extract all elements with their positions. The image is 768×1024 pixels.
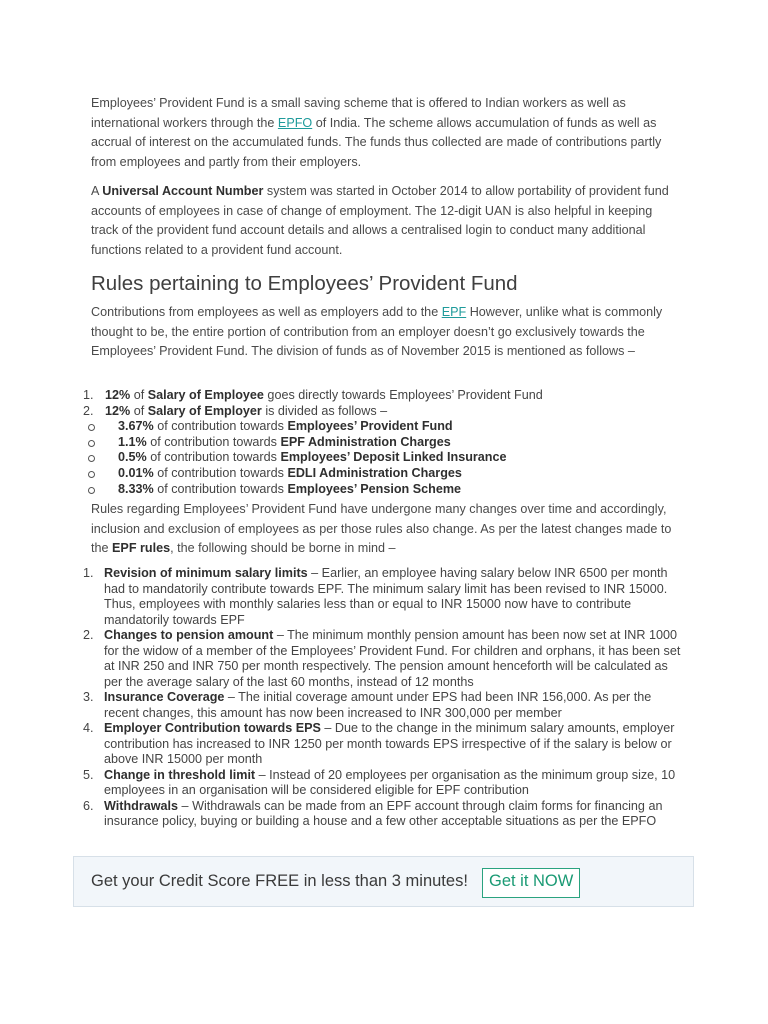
list-number: 1. bbox=[83, 566, 94, 580]
changes-intro-paragraph bbox=[91, 500, 686, 559]
list-item bbox=[83, 799, 683, 830]
rules-text-cont: However, unlike what is commonly thought to be, the entire portion of contribution from an employer doesn’t go exclusively towards the Employees’ Provident Fund. The division of funds as of November 2015 is mentioned as follows – bbox=[91, 305, 663, 358]
bullet-icon bbox=[88, 455, 95, 462]
item-text: of contribution towards bbox=[153, 419, 288, 434]
changes-intro-text: Rules regarding Employees’ Provident Fund have undergone many changes over time and accordingly, inclusion and exclusion of employees as per those rules also change. As per the latest changes made to the bbox=[91, 502, 672, 555]
change-text: – Due to the change in the minimum salary amounts, employer contribution has increased to INR 1250 per month towards EPS irrespective of if the salary is below or above INR 15000 per month bbox=[104, 721, 675, 766]
list-number: 4. bbox=[83, 721, 94, 735]
list-number: 5. bbox=[83, 767, 94, 782]
percent-value: 0.01% bbox=[118, 465, 154, 480]
cta-text: Get your Credit Score FREE in less than 3 minutes! bbox=[91, 872, 468, 890]
change-title: Insurance Coverage bbox=[104, 690, 225, 704]
change-title: Change in threshold limit bbox=[104, 767, 256, 782]
changes-list bbox=[83, 566, 683, 830]
credit-score-banner bbox=[73, 856, 694, 907]
uan-bold: Universal Account Number bbox=[102, 184, 264, 198]
item-text: of contribution towards bbox=[146, 434, 281, 449]
item-text: goes directly towards Employees’ Provident Fund bbox=[263, 388, 543, 402]
bullet-icon bbox=[88, 440, 95, 447]
list-item bbox=[83, 419, 683, 435]
percent-value: 1.1% bbox=[118, 434, 147, 449]
epf-link[interactable]: EPF bbox=[441, 305, 467, 319]
change-title: Employer Contribution towards EPS bbox=[104, 721, 321, 735]
epfo-link[interactable]: EPFO bbox=[277, 115, 313, 130]
percent-value: 12% bbox=[105, 403, 131, 418]
intro-text-cont: of India. The scheme allows accumulation of funds as well as accrual of interest on the accumulated funds. The funds thus collected are made of contributions partly from employees and partly from their employers. bbox=[91, 115, 662, 169]
change-text: – Instead of 20 employees per organisation as the minimum group size, 10 employees in an organisation will be considered eligible for EPF contribution bbox=[104, 767, 676, 797]
list-item bbox=[83, 721, 683, 768]
bullet-icon bbox=[88, 487, 95, 494]
change-text: – Earlier, an employee having salary below INR 6500 per month had to mandatorily contribute towards EPF. The minimum salary limit has been revised to INR 15000. Thus, employees with monthly salaries less than or equal to INR 15000 now have to contribute mandatorily towards EPF bbox=[104, 566, 668, 627]
intro-paragraph bbox=[91, 94, 681, 172]
rules-heading: Rules pertaining to Employees’ Provident Fund bbox=[91, 272, 518, 295]
of-text: of bbox=[130, 388, 148, 402]
target-label: Employees’ Provident Fund bbox=[287, 419, 453, 434]
change-text: – The minimum monthly pension amount has been now set at INR 1000 for the widow of a member of the Employees’ Provident Fund. For children and orphans, it has been set at INR 250 and INR 750 per month respectively. The pension amount henceforth will be calculated as per the average salary of the last 60 months, instead of 12 months bbox=[104, 628, 681, 689]
list-item bbox=[83, 690, 683, 721]
uan-text-cont: system was started in October 2014 to allow portability of provident fund accounts of employees in case of change of employment. The 12-digit UAN is also helpful in keeping track of the provident fund account details and allows a centralised login to conduct many additional functions related to a provident fund account. bbox=[91, 184, 669, 257]
item-text: of contribution towards bbox=[153, 481, 288, 496]
uan-paragraph bbox=[91, 182, 681, 260]
rules-paragraph bbox=[91, 303, 681, 362]
uan-text: A bbox=[91, 184, 103, 198]
list-item bbox=[83, 388, 683, 404]
list-number: 3. bbox=[83, 690, 94, 704]
percent-value: 3.67% bbox=[118, 419, 154, 434]
rules-text: Contributions from employees as well as employers add to the bbox=[91, 305, 442, 319]
of-text: of bbox=[130, 403, 148, 418]
list-item bbox=[83, 482, 683, 498]
item-text: of contribution towards bbox=[146, 450, 281, 465]
employer-split-list bbox=[83, 419, 683, 497]
list-number: 1. bbox=[83, 388, 94, 402]
changes-intro-text-cont: , the following should be borne in mind – bbox=[170, 541, 396, 555]
change-title: Withdrawals bbox=[104, 798, 179, 813]
bullet-icon bbox=[88, 471, 95, 478]
list-item bbox=[83, 566, 683, 628]
percent-value: 0.5% bbox=[118, 450, 147, 465]
list-item bbox=[83, 768, 683, 799]
list-number: 2. bbox=[83, 403, 94, 418]
item-text: is divided as follows – bbox=[261, 403, 388, 418]
percent-value: 8.33% bbox=[118, 481, 154, 496]
intro-text: Employees’ Provident Fund is a small saving scheme that is offered to Indian workers as well as international workers through the bbox=[91, 96, 626, 130]
target-label: EDLI Administration Charges bbox=[287, 465, 462, 480]
salary-label: Salary of Employer bbox=[147, 403, 262, 418]
change-title: Changes to pension amount bbox=[104, 628, 274, 642]
salary-label: Salary of Employee bbox=[147, 388, 264, 402]
list-item bbox=[83, 404, 683, 498]
list-number: 6. bbox=[83, 798, 94, 813]
contribution-list bbox=[83, 388, 683, 497]
list-item bbox=[83, 628, 683, 690]
target-label: Employees’ Deposit Linked Insurance bbox=[280, 450, 507, 465]
percent-value: 12% bbox=[105, 388, 131, 402]
get-it-now-button[interactable]: Get it NOW bbox=[482, 868, 580, 898]
bullet-icon bbox=[88, 424, 95, 431]
list-item bbox=[83, 466, 683, 482]
change-text: – Withdrawals can be made from an EPF account through claim forms for financing an insurance policy, buying or building a house and a few other acceptable situations as per the EPFO bbox=[104, 798, 663, 828]
change-title: Revision of minimum salary limits bbox=[104, 566, 308, 580]
target-label: Employees’ Pension Scheme bbox=[287, 481, 462, 496]
list-item bbox=[83, 435, 683, 451]
item-text: of contribution towards bbox=[153, 465, 288, 480]
change-text: – The initial coverage amount under EPS had been INR 156,000. As per the recent changes, this amount has now been increased to INR 300,000 per member bbox=[104, 690, 652, 720]
list-item bbox=[83, 450, 683, 466]
list-number: 2. bbox=[83, 628, 94, 642]
epf-rules-bold: EPF rules bbox=[112, 541, 171, 555]
target-label: EPF Administration Charges bbox=[280, 434, 451, 449]
